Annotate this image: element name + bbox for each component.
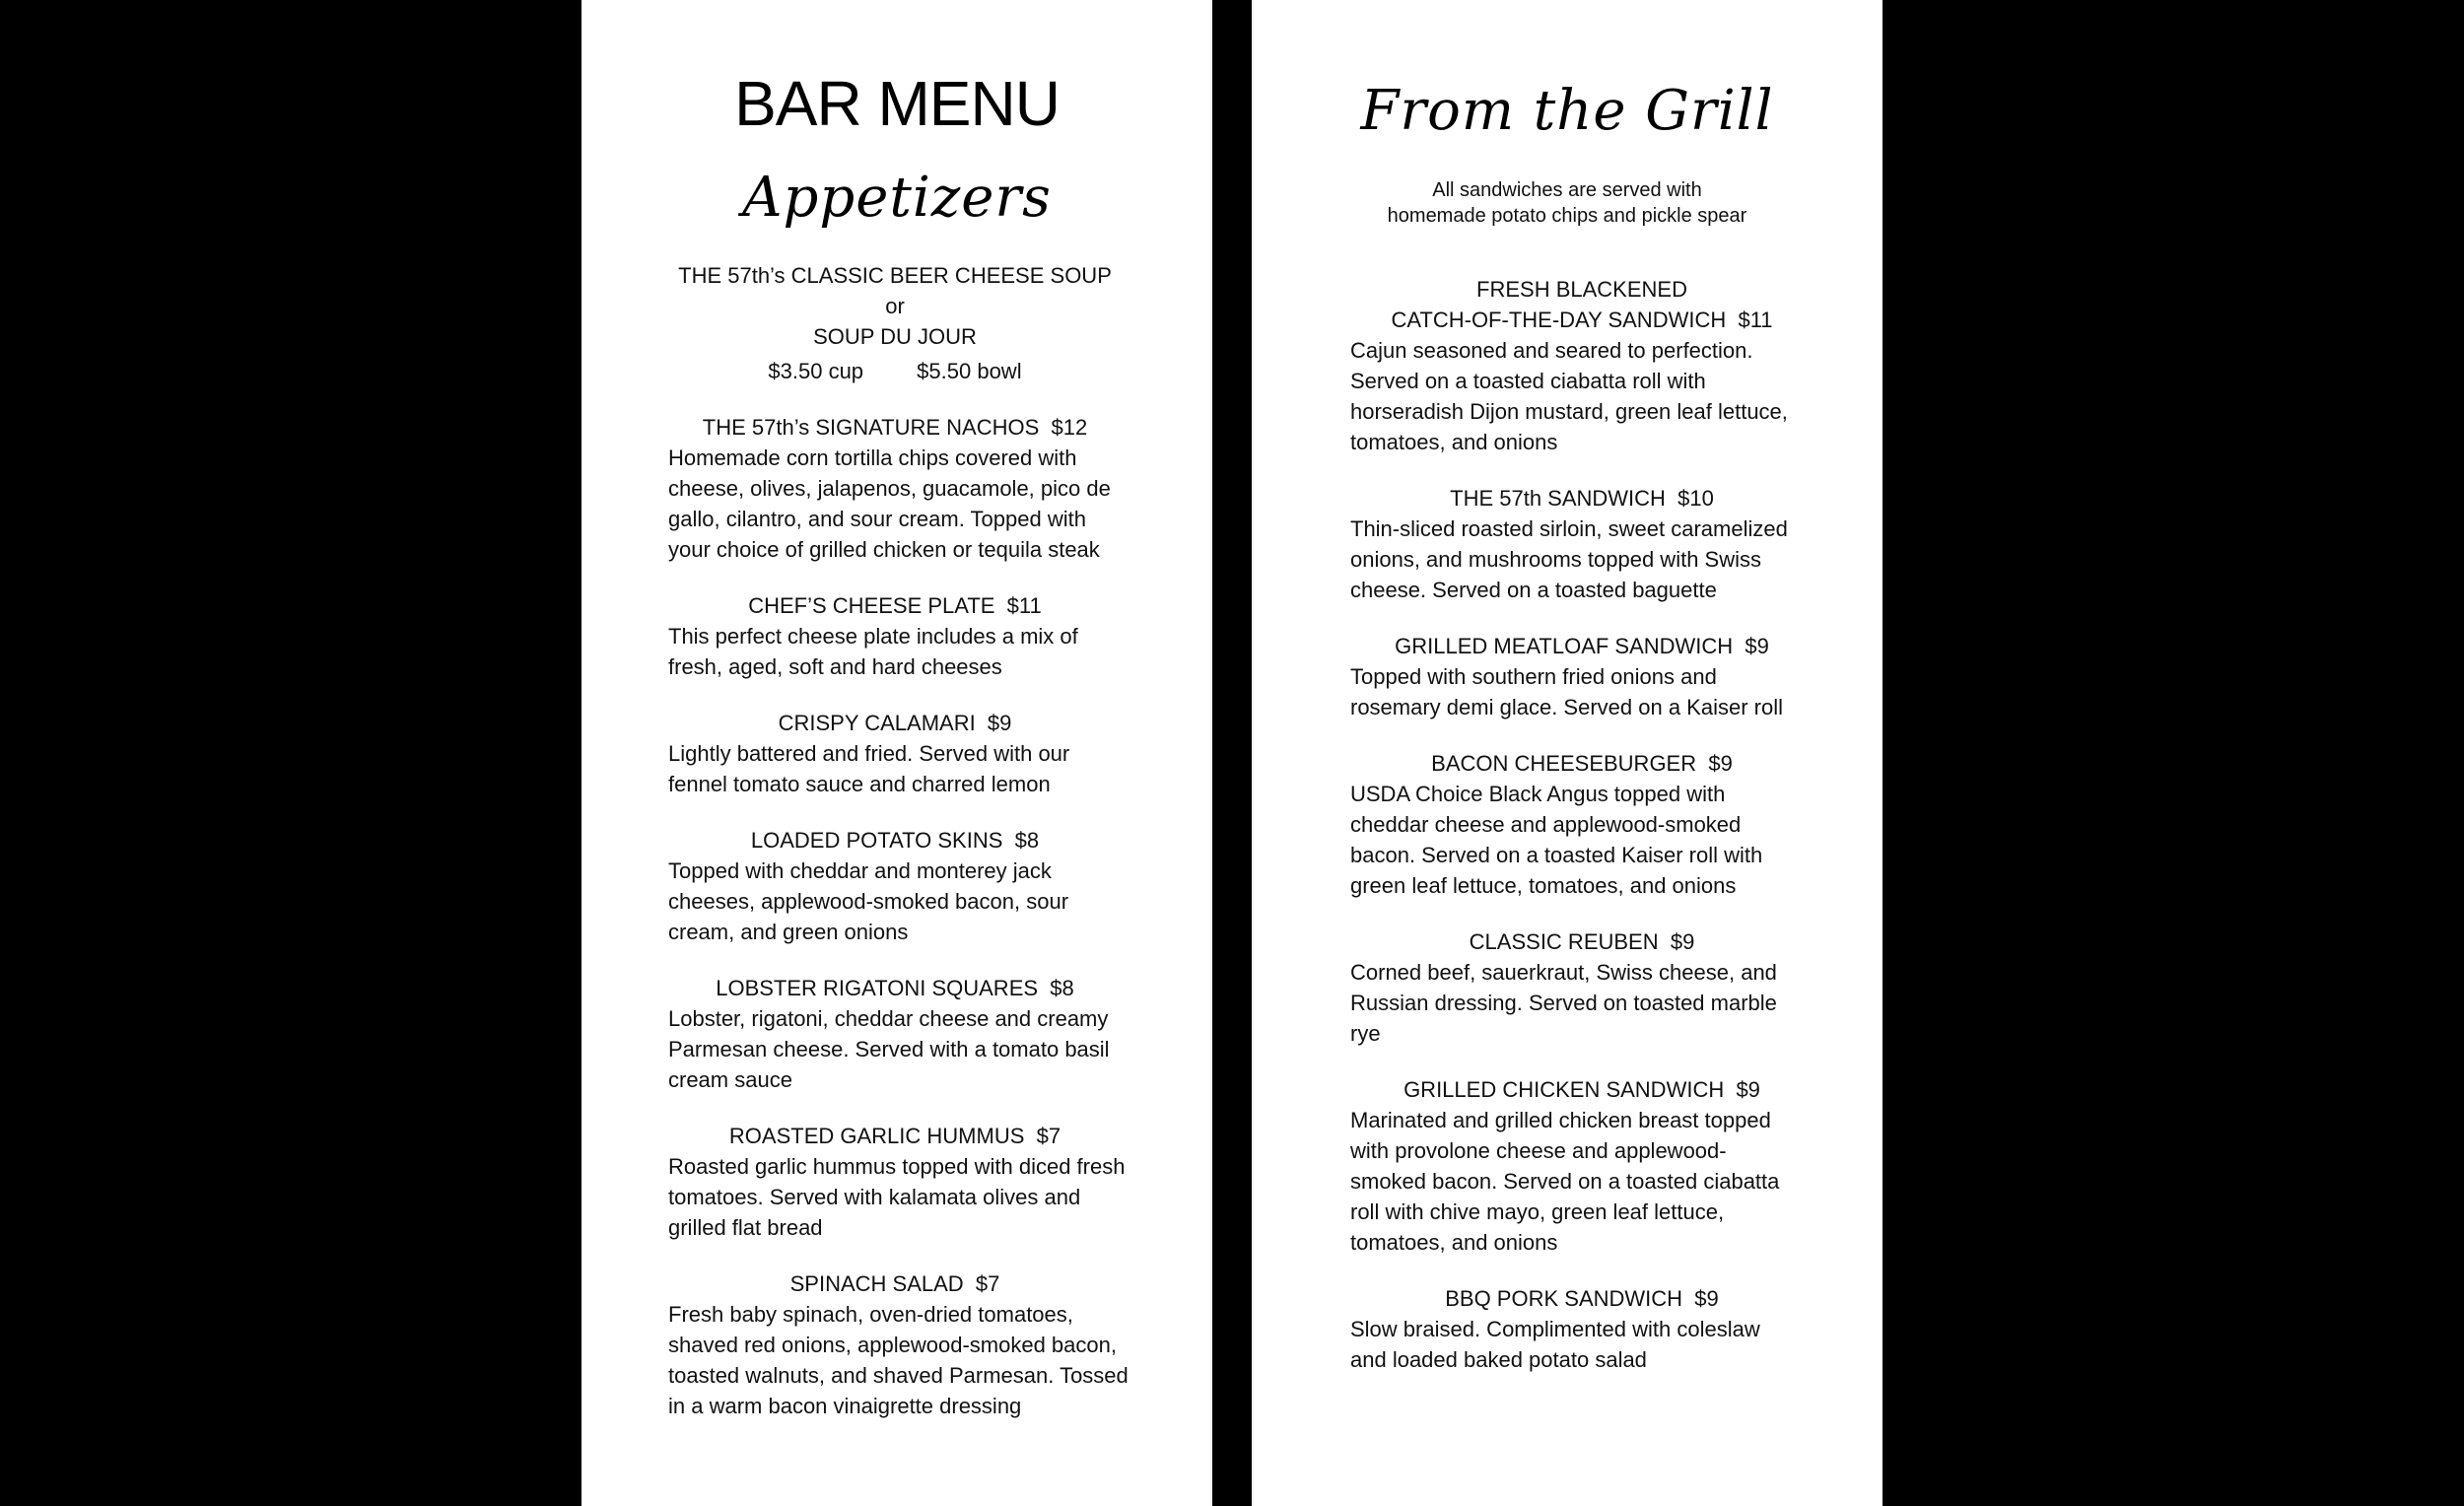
menu-item [668, 973, 1122, 1095]
description-line: gallo, cilantro, and sour cream. Topped with [668, 507, 1086, 531]
description-line: Lobster, rigatoni, cheddar cheese and creamy [668, 1006, 1109, 1031]
soup-price-cup: $3.50 cup [768, 359, 864, 383]
description-line: Marinated and grilled chicken breast topped [1350, 1108, 1771, 1132]
menu-item [1350, 926, 1814, 1049]
menu-item-heading: BBQ PORK SANDWICH $9 [1445, 1286, 1719, 1311]
description-line: shaved red onions, applewood-smoked bacon, [668, 1333, 1117, 1357]
description-line: This perfect cheese plate includes a mix of [668, 624, 1078, 649]
description-line: horseradish Dijon mustard, green leaf lettuce, [1350, 399, 1788, 424]
description-line: tomatoes, and onions [1350, 1230, 1558, 1255]
description-line: roll with chive mayo, green leaf lettuce, [1350, 1199, 1725, 1224]
menu-item-description [1350, 661, 1814, 722]
menu-item-heading: LOADED POTATO SKINS $8 [750, 828, 1040, 853]
menu-item-heading: FRESH BLACKENED [1476, 277, 1687, 302]
menu-item-description [668, 738, 1122, 799]
menu-item [1350, 1074, 1814, 1258]
intro-line-1: All sandwiches are served with [1432, 179, 1702, 201]
description-line: smoked bacon. Served on a toasted ciabatta [1350, 1169, 1780, 1194]
description-line: Cajun seasoned and seared to perfection. [1350, 338, 1753, 363]
menu-item-heading: THE 57th SANDWICH $10 [1450, 486, 1714, 511]
description-line: toasted walnuts, and shaved Parmesan. Tossed [668, 1363, 1129, 1388]
menu-item [668, 412, 1122, 565]
description-line: your choice of grilled chicken or tequila steak [668, 537, 1100, 562]
description-line: tomatoes, and onions [1350, 430, 1558, 454]
description-line: bacon. Served on a toasted Kaiser roll with [1350, 843, 1763, 867]
sandwich-list [1350, 274, 1814, 1401]
soup-prices [639, 356, 1151, 386]
description-line: Corned beef, sauerkraut, Swiss cheese, and [1350, 960, 1777, 985]
menu-item-description [668, 621, 1122, 682]
menu-item-description [1350, 779, 1814, 901]
appetizer-list [668, 260, 1129, 1447]
intro-line-2: homemade potato chips and pickle spear [1387, 205, 1747, 227]
description-line: Thin-sliced roasted sirloin, sweet caramelized [1350, 516, 1788, 541]
description-line: rye [1350, 1021, 1381, 1046]
menu-item-description [1350, 335, 1814, 457]
menu-item-description [668, 1003, 1122, 1095]
menu-item-description [668, 856, 1122, 947]
menu-item-heading-line-2: CATCH-OF-THE-DAY SANDWICH $11 [1391, 308, 1773, 332]
menu-item [668, 1121, 1126, 1243]
menu-item-heading: GRILLED CHICKEN SANDWICH $9 [1403, 1077, 1760, 1102]
menu-item [1350, 274, 1814, 457]
soup-line-1: THE 57th’s CLASSIC BEER CHEESE SOUP [678, 263, 1112, 288]
description-line: cream sauce [668, 1067, 792, 1092]
description-line: fresh, aged, soft and hard cheeses [668, 654, 1002, 679]
description-line: Russian dressing. Served on toasted marble [1350, 991, 1777, 1015]
menu-item-heading: BACON CHEESEBURGER $9 [1431, 751, 1733, 776]
soup-line-2: or [885, 294, 905, 318]
menu-item-heading: CHEF’S CHEESE PLATE $11 [748, 593, 1042, 618]
menu-item-description [1350, 1105, 1814, 1258]
description-line: in a warm bacon vinaigrette dressing [668, 1394, 1022, 1418]
menu-item-description [668, 443, 1122, 565]
description-line: Topped with cheddar and monterey jack [668, 858, 1052, 883]
menu-item [1350, 483, 1814, 605]
description-line: cheese, olives, jalapenos, guacamole, pico de [668, 476, 1111, 501]
menu-item-heading: CLASSIC REUBEN $9 [1469, 929, 1695, 954]
description-line: USDA Choice Black Angus topped with [1350, 782, 1726, 806]
description-line: cheddar cheese and applewood-smoked [1350, 812, 1742, 837]
menu-item [668, 1268, 1129, 1421]
left-menu-panel [582, 0, 1212, 1506]
appetizers-heading: Appetizers [742, 166, 1052, 230]
grill-heading: From the Grill [1360, 79, 1774, 143]
menu-title: BAR MENU [734, 68, 1060, 139]
menu-item-heading: SPINACH SALAD $7 [789, 1271, 1000, 1296]
menu-item [668, 590, 1122, 682]
soup-price-bowl: $5.50 bowl [917, 359, 1022, 383]
description-line: Homemade corn tortilla chips covered with [668, 445, 1077, 470]
menu-item-description [668, 1299, 1129, 1421]
description-line: cream, and green onions [668, 920, 909, 944]
description-line: Served on a toasted ciabatta roll with [1350, 369, 1706, 393]
menu-item-heading: LOBSTER RIGATONI SQUARES $8 [716, 976, 1074, 1000]
description-line: Parmesan cheese. Served with a tomato basil [668, 1037, 1110, 1061]
menu-item-description [668, 1151, 1126, 1243]
menu-item-heading: CRISPY CALAMARI $9 [778, 711, 1012, 735]
soup-item [639, 260, 1151, 386]
menu-item [1350, 1283, 1814, 1375]
right-menu-panel [1252, 0, 1882, 1506]
soup-line-3: SOUP DU JOUR [813, 324, 977, 349]
menu-item-heading: ROASTED GARLIC HUMMUS $7 [728, 1124, 1061, 1148]
description-line: Lightly battered and fried. Served with our [668, 741, 1070, 766]
menu-item [1350, 748, 1814, 901]
description-line: green leaf lettuce, tomatoes, and onions [1350, 873, 1737, 898]
menu-item-heading: GRILLED MEATLOAF SANDWICH $9 [1395, 634, 1769, 658]
description-line: cheeses, applewood-smoked bacon, sour [668, 889, 1069, 914]
menu-item [1350, 631, 1814, 722]
description-line: fennel tomato sauce and charred lemon [668, 772, 1051, 796]
description-line: Fresh baby spinach, oven-dried tomatoes, [668, 1302, 1073, 1327]
menu-item-description [1350, 1314, 1814, 1375]
description-line: cheese. Served on a toasted baguette [1350, 578, 1717, 602]
description-line: Topped with southern fried onions and [1350, 664, 1717, 689]
description-line: Roasted garlic hummus topped with diced fresh [668, 1154, 1126, 1179]
description-line: with provolone cheese and applewood- [1350, 1138, 1727, 1163]
menu-item-heading: THE 57th’s SIGNATURE NACHOS $12 [702, 415, 1088, 440]
menu-item [668, 825, 1122, 947]
menu-item-description [1350, 957, 1814, 1049]
sandwich-intro [1252, 177, 1882, 229]
description-line: rosemary demi glace. Served on a Kaiser roll [1350, 695, 1783, 719]
description-line: and loaded baked potato salad [1350, 1347, 1647, 1372]
left-item-container [668, 412, 1129, 1421]
menu-item-description [1350, 513, 1814, 605]
description-line: tomatoes. Served with kalamata olives and [668, 1185, 1081, 1209]
menu-item [668, 708, 1122, 799]
description-line: onions, and mushrooms topped with Swiss [1350, 547, 1761, 572]
description-line: grilled flat bread [668, 1215, 823, 1240]
description-line: Slow braised. Complimented with coleslaw [1350, 1317, 1760, 1341]
